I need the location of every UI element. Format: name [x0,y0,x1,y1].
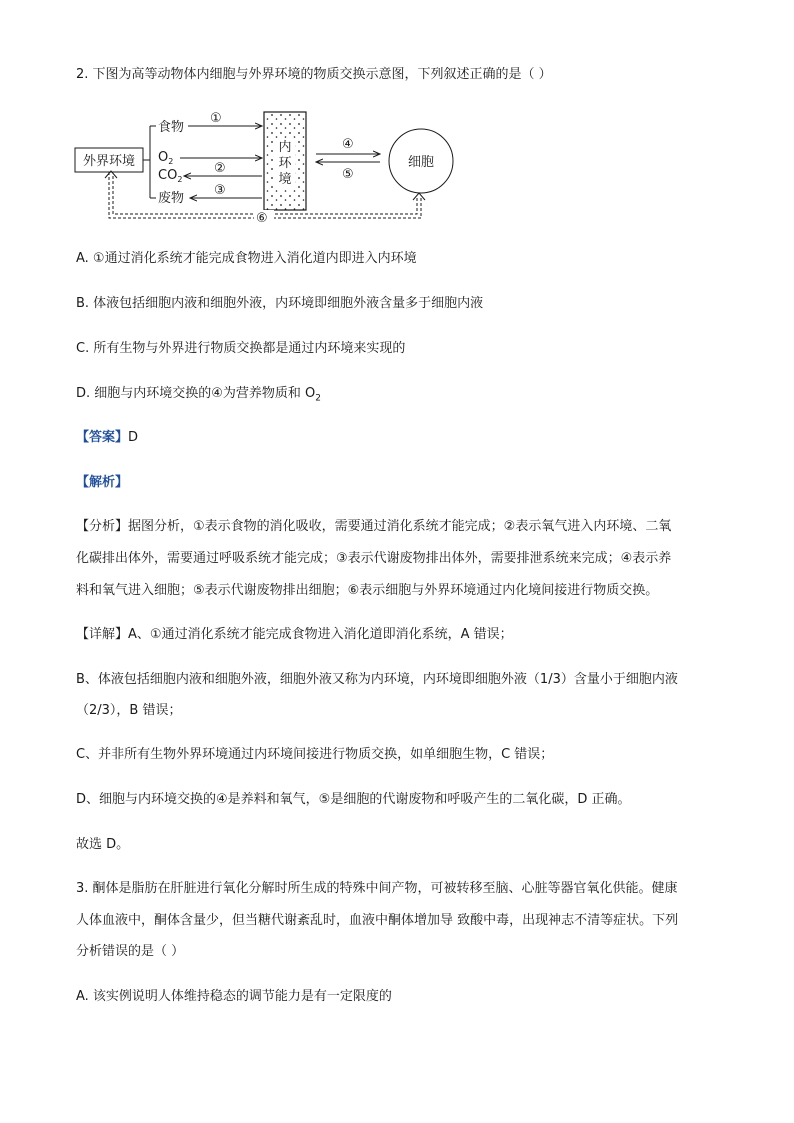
answer-value: D [128,430,139,445]
fenxi-line-1: 【分析】据图分析，①表示食物的消化吸收，需要通过消化系统才能完成；②表示氧气进入内环境、二氧 [76,519,672,534]
exchange-diagram [72,104,492,230]
analysis-heading: 【解析】 [76,475,129,490]
option-b: B. 体液包括细胞内液和细胞外液，内环境即细胞外液含量多于细胞内液 [76,296,484,311]
arrow-5-label: ⑤ [342,167,354,182]
arrow-2-label: ② [214,161,226,176]
xiangjie-line-b2: （2/3），B 错误； [76,703,182,718]
xiangjie-line-a: 【详解】A、①通过消化系统才能完成食物进入消化道即消化系统，A 错误； [76,627,513,642]
arrow-4-label: ④ [342,137,354,152]
xiangjie-label: 【详解】 [76,627,129,642]
co2-label: $CO_2$ [158,168,183,184]
question-3-option-a: A. 该实例说明人体维持稳态的调节能力是有一定限度的 [76,989,392,1004]
o2-label: $O_2$ [158,150,174,166]
xiangjie-line-c: C、并非所有生物外界环境通过内环境间接进行物质交换，如单细胞生物，C 错误； [76,747,554,762]
arrow-3-label: ③ [214,183,226,198]
arrow-6-label: ⑥ [256,211,268,226]
option-c: C. 所有生物与外界进行物质交换都是通过内环境来实现的 [76,341,406,356]
inner-environment-char-1: 内 [278,140,292,155]
fenxi-label: 【分析】 [76,519,129,534]
question-3-stem-1: 3. 酮体是脂肪在肝脏进行氧化分解时所生成的特殊中间产物，可被转移至脑、心脏等器官氧化供能。健康 [76,881,678,896]
inner-environment-char-3: 境 [278,172,292,187]
fenxi-line-2: 化碳排出体外，需要通过呼吸系统才能完成；③表示代谢废物排出体外，需要排泄系统来完成；④表示养 [76,551,672,566]
question-3-stem-2: 人体血液中，酮体含量少，但当糖代谢紊乱时，血液中酮体增加导 致酸中毒，出现神志不清等症状。下列 [76,913,679,928]
inner-environment-char-2: 环 [278,156,292,171]
question-3-stem-3: 分析错误的是（ ） [76,944,185,959]
answer-label: 【答案】 [76,430,129,445]
question-2-stem: 2. 下图为高等动物体内细胞与外界环境的物质交换示意图，下列叙述正确的是（ ） [76,67,552,82]
xiangjie-line-b1: B、体液包括细胞内液和细胞外液，细胞外液又称为内环境，内环境即细胞外液（1/3）含量小于细胞内液 [76,672,678,687]
fenxi-line-3: 料和氧气进入细胞；⑤表示代谢废物排出细胞；⑥表示细胞与外界环境通过内化境间接进行物质交换。 [76,583,659,598]
option-a: A. ①通过消化系统才能完成食物进入消化道内即进入内环境 [76,251,417,266]
outer-environment-label: 外界环境 [82,154,136,169]
arrow-1-label: ① [210,111,222,126]
cell-label: 细胞 [407,155,435,170]
answer-line [76,429,138,447]
conclusion: 故选 D。 [76,837,130,852]
waste-label: 废物 [158,191,185,206]
food-label: 食物 [158,120,185,135]
xiangjie-line-d: D、细胞与内环境交换的④是养料和氧气，⑤是细胞的代谢废物和呼吸产生的二氧化碳，D 正确。 [76,792,631,807]
option-d: D. 细胞与内环境交换的④为营养物质和 $O_2$ [76,386,322,404]
